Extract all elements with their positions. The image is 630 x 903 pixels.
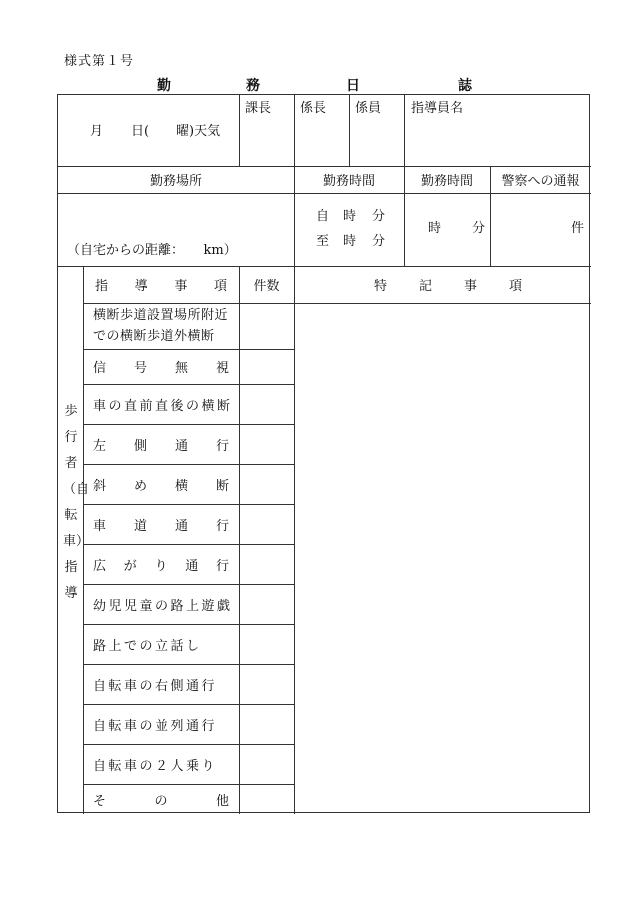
guidance-item-char: 断 xyxy=(215,478,229,494)
title-char-1: 勤 xyxy=(157,78,171,94)
section-chief-label: 課長 xyxy=(245,101,272,116)
report-count-unit: 件 xyxy=(571,221,585,236)
rule-v-count-right xyxy=(294,266,295,814)
guidance-matters-char-3: 事 xyxy=(174,279,188,294)
guidance-matters-char-4: 項 xyxy=(213,279,227,294)
police-report-header: 警察への通報 xyxy=(501,174,580,189)
title-char-2: 務 xyxy=(246,78,260,94)
title-char-4: 誌 xyxy=(458,78,472,94)
rule-v-subchief xyxy=(349,95,350,166)
count-header: 件数 xyxy=(253,279,280,294)
guidance-item-count-cell[interactable] xyxy=(240,385,293,423)
guidance-item-label: 自転車の並列通行 xyxy=(93,718,218,734)
guidance-item-char: 号 xyxy=(133,361,147,376)
guidance-item-label: 自転車の右側通行 xyxy=(93,678,218,694)
guidance-matters-header xyxy=(83,266,239,303)
guidance-item-label: 横断歩道設置場所附近での横断歩道外横断 xyxy=(93,308,229,344)
pedestrian-guidance-section-label: 歩行者（自転車）指導 xyxy=(63,404,90,601)
from-label: 自 xyxy=(316,209,330,224)
guidance-item-char: 道 xyxy=(133,518,147,534)
special-notes-char-3: 事 xyxy=(463,279,477,294)
guidance-item-count-cell[interactable] xyxy=(240,585,293,623)
to-minute-label: 分 xyxy=(372,234,386,249)
date-day-label: 日( xyxy=(131,124,150,139)
date-weekday-weather-label: 曜)天気 xyxy=(176,124,221,139)
guidance-matters-char-2: 導 xyxy=(134,279,148,294)
guidance-item-count-cell[interactable] xyxy=(240,505,293,543)
guidance-item-char: そ xyxy=(93,793,107,809)
guidance-item-char: 無 xyxy=(174,361,188,376)
form-number: 様式第１号 xyxy=(64,54,135,69)
guidance-item-label: 車の直前直後の横断 xyxy=(93,398,233,414)
guidance-item-count-cell[interactable] xyxy=(240,665,293,703)
guidance-item-char: 行 xyxy=(215,438,229,454)
rule-v-date xyxy=(239,95,240,166)
guidance-item-char: 通 xyxy=(174,438,188,454)
guidance-matters-char-1: 指 xyxy=(95,279,109,294)
duty-log-table xyxy=(57,94,590,813)
distance-from-home-label: （自宅からの距離： km） xyxy=(67,243,237,258)
subsection-chief-label: 係長 xyxy=(300,101,327,116)
guidance-item-count-cell[interactable] xyxy=(240,745,293,783)
guidance-item-char: 斜 xyxy=(93,478,107,494)
guidance-item-count-cell[interactable] xyxy=(240,350,293,383)
guidance-item-char: 通 xyxy=(174,518,188,534)
guidance-item-label: 路上での立話し xyxy=(93,638,202,654)
guidance-item-char: 車 xyxy=(93,518,107,534)
guidance-item-count-cell[interactable] xyxy=(240,705,293,743)
from-hour-label: 時 xyxy=(343,209,357,224)
special-notes-header xyxy=(374,266,522,303)
guidance-item-label xyxy=(83,784,239,814)
guidance-item-char: 他 xyxy=(215,793,229,809)
guidance-item-label: 幼児児童の路上遊戯 xyxy=(93,598,233,614)
from-minute-label: 分 xyxy=(372,209,386,224)
guidance-item-count-cell[interactable] xyxy=(240,625,293,663)
guidance-item-label xyxy=(83,424,239,464)
guidance-item-label: 自転車の２人乗り xyxy=(93,758,218,774)
guidance-item-label xyxy=(83,464,239,504)
guidance-item-char: 横 xyxy=(174,478,188,494)
guidance-item-char: 通 xyxy=(185,558,199,574)
instructor-name-label: 指導員名 xyxy=(411,101,464,116)
to-hour-label: 時 xyxy=(343,234,357,249)
guidance-item-char: が xyxy=(123,558,137,574)
guidance-item-label xyxy=(83,349,239,384)
guidance-item-char: 広 xyxy=(93,558,107,574)
title-char-3: 日 xyxy=(346,78,360,94)
special-notes-area[interactable] xyxy=(296,305,589,812)
guidance-item-char: 行 xyxy=(215,518,229,534)
work-time-header: 勤務時間 xyxy=(420,174,473,189)
guidance-item-char: 視 xyxy=(215,361,229,376)
special-notes-char-4: 項 xyxy=(508,279,522,294)
guidance-item-label xyxy=(83,504,239,544)
rule-location-header-bottom xyxy=(58,193,591,194)
guidance-item-char: 信 xyxy=(93,361,107,376)
special-notes-char-1: 特 xyxy=(374,279,388,294)
guidance-item-char: の xyxy=(154,793,168,809)
guidance-item-char: 左 xyxy=(93,438,107,454)
guidance-item-char: め xyxy=(133,478,147,494)
guidance-item-count-cell[interactable] xyxy=(240,545,293,583)
guidance-item-char: り xyxy=(154,558,168,574)
guidance-item-label xyxy=(83,544,239,584)
time-minute-label: 分 xyxy=(472,221,486,236)
date-month-label: 月 xyxy=(90,124,104,139)
guidance-item-char: 行 xyxy=(215,558,229,574)
guidance-item-count-cell[interactable] xyxy=(240,785,293,813)
guidance-item-count-cell[interactable] xyxy=(240,465,293,503)
to-label: 至 xyxy=(316,234,330,249)
guidance-item-char: 側 xyxy=(133,438,147,454)
work-place-header: 勤務場所 xyxy=(149,174,202,189)
time-hour-label: 時 xyxy=(428,221,442,236)
staff-label: 係員 xyxy=(355,101,382,116)
guidance-item-count-cell[interactable] xyxy=(240,425,293,463)
work-hours-header: 勤務時間 xyxy=(322,174,375,189)
guidance-item-count-cell[interactable] xyxy=(240,304,293,348)
special-notes-char-2: 記 xyxy=(418,279,432,294)
